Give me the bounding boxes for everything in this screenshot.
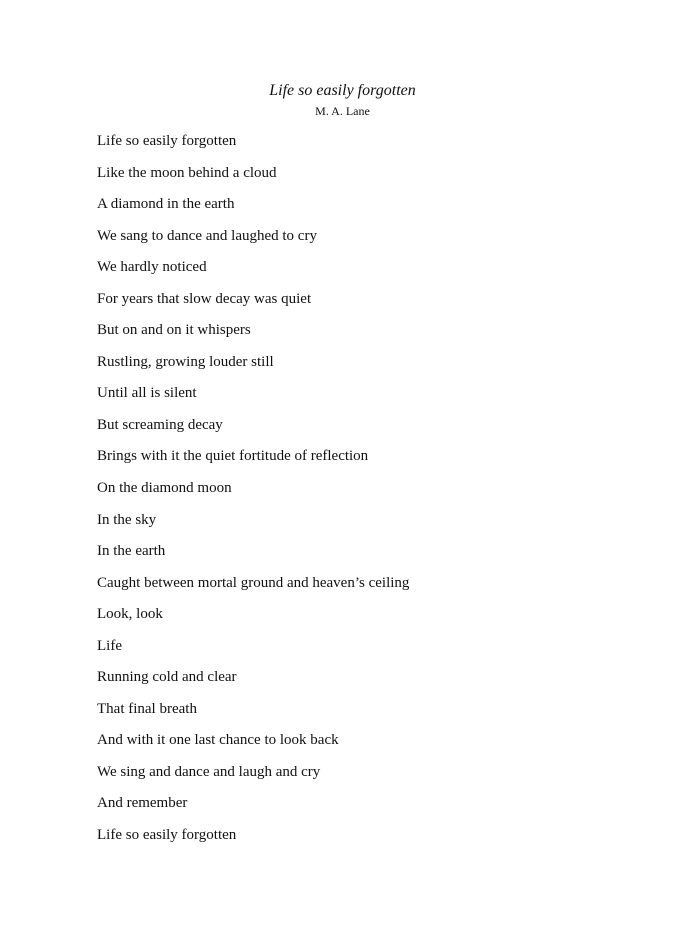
poem-line: Life [97, 637, 122, 654]
poem-line: Brings with it the quiet fortitude of reflection [97, 448, 369, 465]
poem-line: We sang to dance and laughed to cry [97, 227, 317, 244]
poem-line: A diamond in the earth [97, 196, 235, 213]
poem-line: We hardly noticed [97, 259, 207, 276]
poem-line: On the diamond moon [97, 480, 232, 497]
poem-line: For years that slow decay was quiet [97, 290, 312, 307]
poem-line: Until all is silent [97, 385, 197, 402]
poem-line: Like the moon behind a cloud [97, 164, 277, 181]
poem-line: Rustling, growing louder still [97, 353, 274, 370]
poem-line: Running cold and clear [97, 669, 237, 686]
poem-line: Look, look [97, 606, 163, 623]
poem-line: Life so easily forgotten [97, 827, 237, 844]
poem-line: That final breath [97, 700, 197, 717]
poem-line: In the sky [97, 511, 157, 528]
poem-line: And with it one last chance to look back [97, 732, 339, 749]
poem-line: Life so easily forgotten [97, 133, 237, 149]
poem-line: But on and on it whispers [97, 322, 251, 339]
poem-line: But screaming decay [97, 416, 223, 433]
poem-title: Life so easily forgotten [269, 82, 416, 99]
poem-line: And remember [97, 795, 188, 812]
poem-author: M. A. Lane [315, 104, 370, 118]
poem-line: Caught between mortal ground and heaven’s ceiling [97, 574, 410, 591]
poem-line: In the earth [97, 543, 166, 560]
poem-body [97, 131, 657, 857]
poem-line: We sing and dance and laugh and cry [97, 763, 321, 780]
